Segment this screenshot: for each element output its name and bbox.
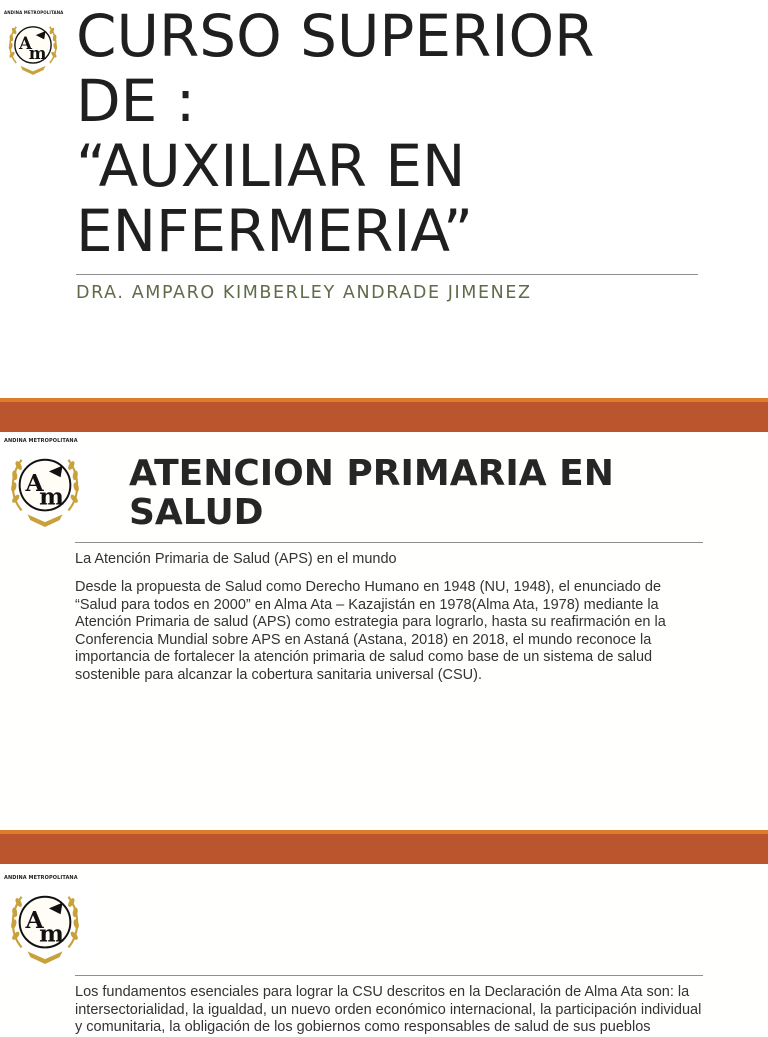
heading-divider bbox=[75, 975, 703, 976]
laurel-wreath-monogram-logo-icon bbox=[5, 17, 61, 77]
svg-text:A: A bbox=[25, 905, 44, 934]
logo-org-name: ANDINA METROPOLITANA bbox=[4, 875, 78, 881]
slide-fundamentos bbox=[0, 864, 768, 1036]
logo-org-name: ANDINA METROPOLITANA bbox=[4, 438, 78, 444]
title-divider bbox=[76, 274, 698, 275]
laurel-wreath-monogram-logo-icon bbox=[6, 883, 84, 967]
presenter-name: DRA. AMPARO KIMBERLEY ANDRADE JIMENEZ bbox=[76, 283, 532, 303]
svg-text:m: m bbox=[28, 42, 47, 63]
body-paragraph: Desde la propuesta de Salud como Derecho Humano en 1948 (NU, 1948), el enunciado de “Salud para todos en 2000” en Alma Ata – Kazajistán en 1978(Alma Ata, 1978) mediante la Atención Primaria de salud (APS) como estrategia para lograrlo, hasta su reafirmación en la Conferencia Mundial sobre APS en Astaná (Astana, 2018) en 2018, el mundo reconoce la importancia de fortalecer la atención primaria de salud como base de un sistema de salud sostenible para alcanzar la cobertura sanitaria universal (CSU). bbox=[75, 579, 666, 683]
heading-divider bbox=[75, 542, 703, 543]
slide-aps bbox=[0, 432, 768, 830]
slide-title bbox=[0, 0, 768, 398]
presentation-title: CURSO SUPERIOR DE : “AUXILIAR EN ENFERMERIA” bbox=[76, 2, 595, 265]
logo-org-name: ANDINA METROPOLITANA bbox=[4, 10, 64, 15]
institution-logo bbox=[0, 435, 92, 535]
svg-text:A: A bbox=[25, 468, 44, 497]
section-intro: La Atención Primaria de Salud (APS) en el mundo bbox=[75, 551, 397, 567]
institution-logo bbox=[0, 8, 66, 80]
slide-heading: ATENCION PRIMARIA EN SALUD bbox=[129, 453, 614, 533]
slide-separator-band bbox=[0, 830, 768, 864]
institution-logo bbox=[0, 872, 92, 972]
svg-text:m: m bbox=[39, 919, 64, 948]
body-paragraph: Los fundamentos esenciales para lograr la CSU descritos en la Declaración de Alma Ata son: la intersectorialidad, la igualdad, un nuevo orden económico internacional, la participación individual y comunitaria, la obligación de los gobiernos como responsables de salud de sus pueblos bbox=[75, 984, 702, 1036]
svg-text:m: m bbox=[39, 482, 64, 511]
svg-text:A: A bbox=[19, 33, 33, 54]
slide-separator-band bbox=[0, 398, 768, 432]
laurel-wreath-monogram-logo-icon bbox=[6, 446, 84, 530]
